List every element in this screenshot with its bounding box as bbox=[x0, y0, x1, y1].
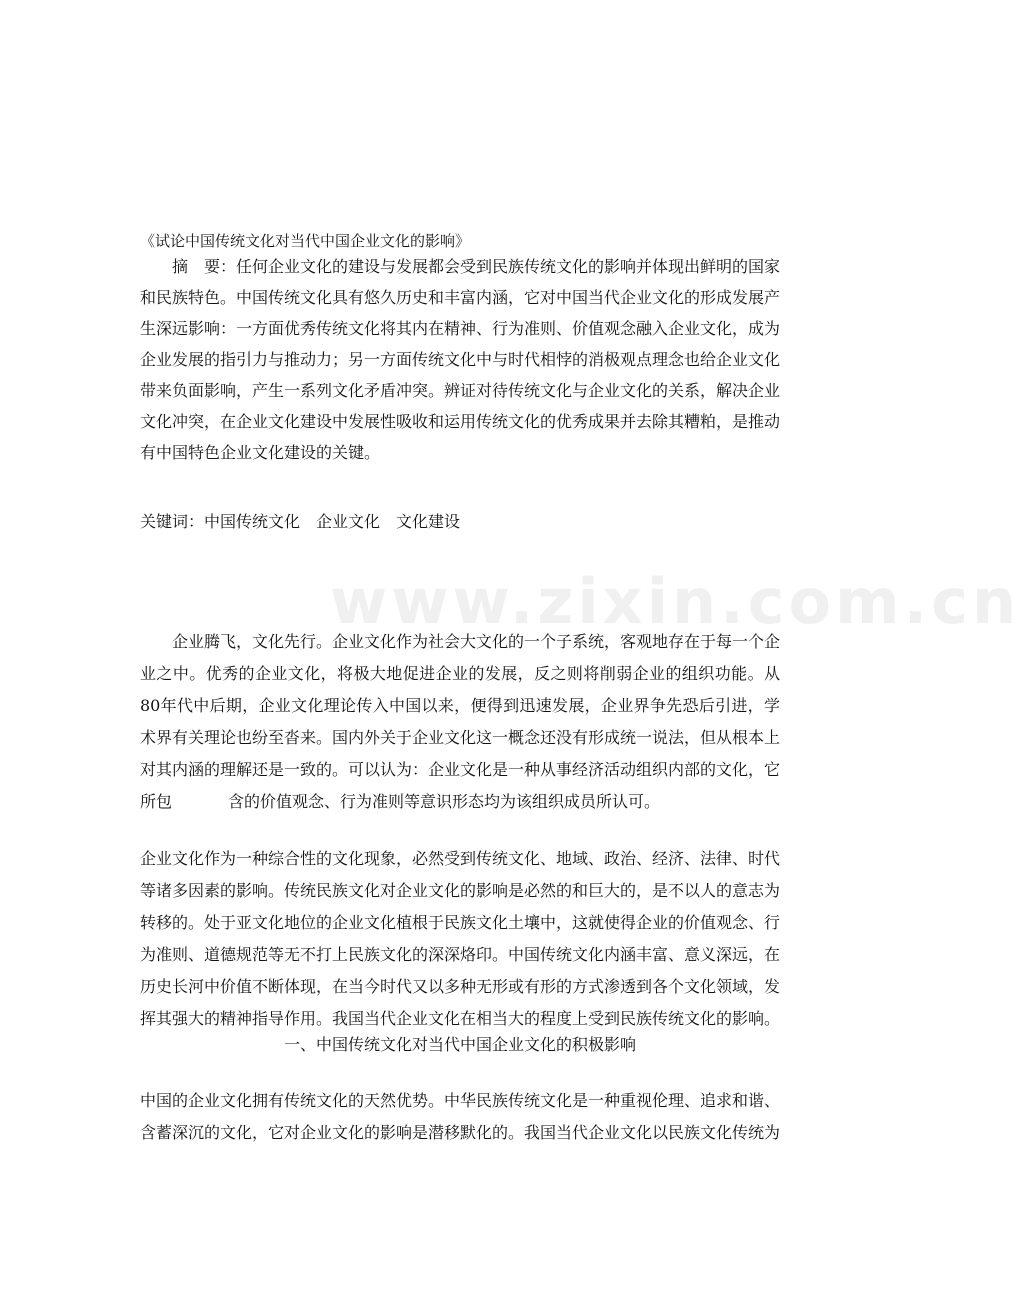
section-heading: 一、中国传统文化对当代中国企业文化的积极影响 bbox=[283, 1035, 636, 1054]
intro-paragraph-tail: 含的价值观念、行为准则等意识形态均为该组织成员所认可。 bbox=[228, 792, 661, 811]
document-title: 《试论中国传统文化对当代中国企业文化的影响》 bbox=[140, 232, 471, 250]
abstract-paragraph: 摘 要：任何企业文化的建设与发展都会受到民族传统文化的影响并体现出鲜明的国家和民族特色。中国传统文化具有悠久历史和丰富内涵，它对中国当代企业文化的形成发展产生深远影响：一方面优秀传统文化将其内在精神、行为准则、价值观念融入企业文化，成为企业发展的指引力与推动力；另一方面传统文化中与时代相悖的消极观点理念也给企业文化带来负面影响，产生一系列文化矛盾冲突。辨证对待传统文化与企业文化的关系，解决企业文化冲突，在企业文化建设中发展性吸收和运用传统文化的优秀成果并去除其糟粕，是推动有中国特色企业文化建设的关键。 bbox=[140, 257, 781, 462]
body-paragraph: 企业文化作为一种综合性的文化现象，必然受到传统文化、地域、政治、经济、法律、时代等诸多因素的影响。传统民族文化对企业文化的影响是必然的和巨大的，是不以人的意志为转移的。处于亚文化地位的企业文化植根于民族文化土壤中，这就使得企业的价值观念、行为准则、道德规范等无不打上民族文化的深深烙印。中国传统文化内涵丰富、意义深远，在历史长河中价值不断体现，在当今时代又以多种无形或有形的方式渗透到各个文化领域，发挥其强大的精神指导作用。我国当代企业文化在相当大的程度上受到民族传统文化的影响。 bbox=[140, 849, 781, 1028]
intro-paragraph: 企业腾飞，文化先行。企业文化作为社会大文化的一个子系统，客观地存在于每一个企业之中。优秀的企业文化，将极大地促进企业的发展，反之则将削弱企业的组织功能。从80年代中后期，企业文化理论传入中国以来，便得到迅速发展，企业界争先恐后引进，学术界有关理论也纷至沓来。国内外关于企业文化这一概念还没有形成统一说法，但从根本上对其内涵的理解还是一致的。可以认为：企业文化是一种从事经济活动组织内部的文化，它所包 bbox=[140, 632, 781, 811]
watermark: www.zixin.com.cn bbox=[330, 565, 1020, 638]
body-paragraph: 中国的企业文化拥有传统文化的天然优势。中华民族传统文化是一种重视伦理、追求和谐、含蓄深沉的文化，它对企业文化的影响是潜移默化的。我国当代企业文化以民族文化传统为 bbox=[140, 1091, 781, 1142]
keywords-line: 关键词：中国传统文化 企业文化 文化建设 bbox=[140, 512, 461, 531]
